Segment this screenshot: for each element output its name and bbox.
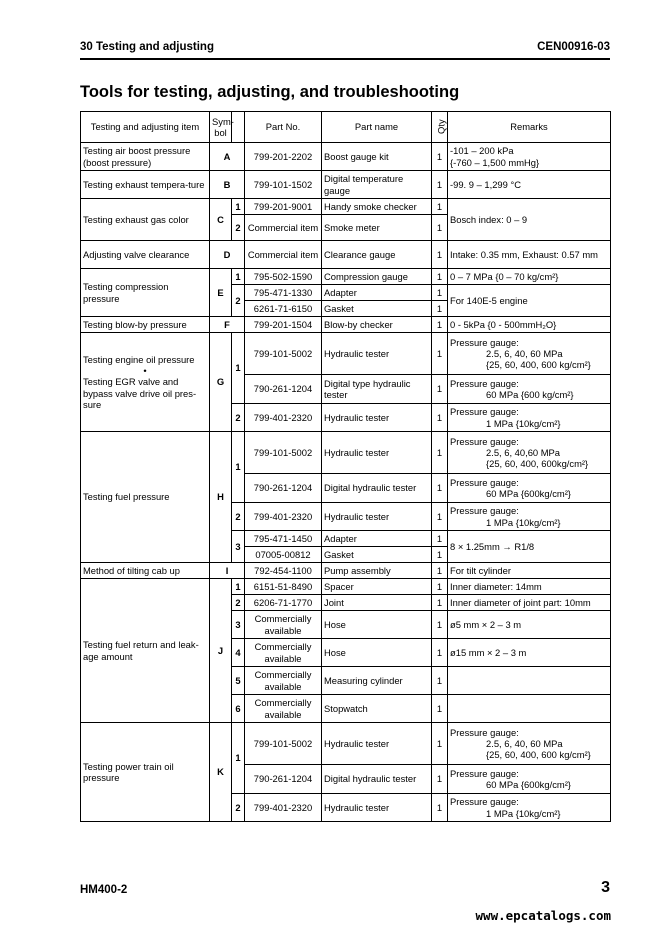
symbol-cell: E [210, 269, 232, 317]
part-name-cell: Pump assembly [322, 563, 432, 579]
sub-number-cell: 2 [232, 215, 245, 241]
table-row [81, 269, 611, 285]
part-name-cell: Compression gauge [322, 269, 432, 285]
item-cell: Method of tilting cab up [81, 563, 210, 579]
remarks-cell: Pressure gauge: 60 MPa {600 kg/cm²} [448, 375, 611, 404]
item-cell: Testing power train oil pressure [81, 723, 210, 822]
qty-cell: 1 [432, 563, 448, 579]
part-no-cell: 790-261-1204 [245, 474, 322, 503]
part-name-cell: Digital type hydraulic tester [322, 375, 432, 404]
remarks-cell: ø15 mm × 2 – 3 m [448, 639, 611, 667]
part-name-cell: Blow-by checker [322, 317, 432, 333]
col-header-qty: Qty [432, 112, 448, 143]
part-no-cell: 799-401-2320 [245, 404, 322, 432]
symbol-cell: D [210, 241, 245, 269]
qty-cell: 1 [432, 667, 448, 695]
part-name-cell: Hydraulic tester [322, 404, 432, 432]
col-header-part-no: Part No. [245, 112, 322, 143]
remarks-cell: Pressure gauge: 1 MPa {10kg/cm²} [448, 404, 611, 432]
part-no-cell: 799-401-2320 [245, 794, 322, 822]
part-name-cell: Joint [322, 595, 432, 611]
qty-cell: 1 [432, 241, 448, 269]
table-row [81, 563, 611, 579]
part-name-cell: Adapter [322, 531, 432, 547]
part-no-cell: 792-454-1100 [245, 563, 322, 579]
item-cell: Testing blow-by pressure [81, 317, 210, 333]
part-name-cell: Handy smoke checker [322, 199, 432, 215]
qty-cell: 1 [432, 794, 448, 822]
part-name-cell: Digital hydraulic tester [322, 474, 432, 503]
remarks-cell: Pressure gauge: 2.5, 6, 40, 60 MPa {25, 60, 400, 600 kg/cm²} [448, 723, 611, 765]
part-name-cell: Adapter [322, 285, 432, 301]
remarks-cell [448, 667, 611, 695]
part-name-cell: Gasket [322, 301, 432, 317]
part-no-cell: Commercial item [245, 215, 322, 241]
qty-cell: 1 [432, 723, 448, 765]
sub-number-cell: 2 [232, 285, 245, 317]
table-row [81, 723, 611, 765]
qty-cell: 1 [432, 595, 448, 611]
part-no-cell: Commercially available [245, 667, 322, 695]
header-rule [80, 58, 610, 60]
part-name-cell: Digital hydraulic tester [322, 765, 432, 794]
qty-cell: 1 [432, 404, 448, 432]
part-no-cell: 799-401-2320 [245, 503, 322, 531]
part-name-cell: Hydraulic tester [322, 723, 432, 765]
remarks-cell: ø5 mm × 2 – 3 m [448, 611, 611, 639]
part-name-cell: Hydraulic tester [322, 432, 432, 474]
sub-number-cell: 4 [232, 639, 245, 667]
part-name-cell: Stopwatch [322, 695, 432, 723]
sub-number-cell: 1 [232, 723, 245, 794]
symbol-cell: H [210, 432, 232, 563]
sub-number-cell: 1 [232, 269, 245, 285]
part-name-cell: Boost gauge kit [322, 143, 432, 171]
sub-number-cell: 1 [232, 199, 245, 215]
qty-cell: 1 [432, 215, 448, 241]
watermark-link[interactable]: www.epcatalogs.com [475, 908, 611, 923]
remarks-cell: Pressure gauge: 2.5, 6, 40, 60 MPa {25, 60, 400, 600 kg/cm²} [448, 333, 611, 375]
qty-cell: 1 [432, 317, 448, 333]
part-name-cell: Hydraulic tester [322, 503, 432, 531]
sub-number-cell: 1 [232, 579, 245, 595]
remarks-cell: 0 - 5kPa {0 - 500mmH₂O} [448, 317, 611, 333]
symbol-cell: C [210, 199, 232, 241]
remarks-cell: Pressure gauge: 1 MPa {10kg/cm²} [448, 503, 611, 531]
item-cell: Adjusting valve clearance [81, 241, 210, 269]
part-no-cell: 6151-51-8490 [245, 579, 322, 595]
part-no-cell: 799-101-5002 [245, 432, 322, 474]
item-cell: Testing exhaust gas color [81, 199, 210, 241]
qty-cell: 1 [432, 333, 448, 375]
col-header-item: Testing and adjusting item [81, 112, 210, 143]
remarks-cell: Intake: 0.35 mm, Exhaust: 0.57 mm [448, 241, 611, 269]
part-no-cell: Commercially available [245, 639, 322, 667]
item-cell: Testing engine oil pressure • Testing EGR valve and bypass valve drive oil pres-sure [81, 333, 210, 432]
qty-cell: 1 [432, 199, 448, 215]
sub-number-cell: 2 [232, 503, 245, 531]
sub-number-cell: 5 [232, 667, 245, 695]
part-no-cell: 790-261-1204 [245, 375, 322, 404]
remarks-cell: Pressure gauge: 2.5, 6, 40,60 MPa {25, 60, 400, 600kg/cm²} [448, 432, 611, 474]
sub-number-cell: 1 [232, 432, 245, 503]
qty-cell: 1 [432, 432, 448, 474]
part-name-cell: Smoke meter [322, 215, 432, 241]
symbol-cell: I [210, 563, 245, 579]
part-no-cell: 795-471-1450 [245, 531, 322, 547]
qty-cell: 1 [432, 531, 448, 547]
item-cell: Testing fuel return and leak-age amount [81, 579, 210, 723]
page-title: Tools for testing, adjusting, and troubleshooting [80, 83, 460, 101]
qty-cell: 1 [432, 474, 448, 503]
part-no-cell: 790-261-1204 [245, 765, 322, 794]
part-name-cell: Hose [322, 611, 432, 639]
qty-cell: 1 [432, 639, 448, 667]
sub-number-cell: 6 [232, 695, 245, 723]
remarks-cell: -101 – 200 kPa {-760 – 1,500 mmHg} [448, 143, 611, 171]
qty-cell: 1 [432, 171, 448, 199]
symbol-cell: J [210, 579, 232, 723]
remarks-cell: Inner diameter: 14mm [448, 579, 611, 595]
remarks-cell: For tilt cylinder [448, 563, 611, 579]
part-name-cell: Hydraulic tester [322, 333, 432, 375]
part-name-cell: Spacer [322, 579, 432, 595]
remarks-cell: -99. 9 – 1,299 °C [448, 171, 611, 199]
sub-number-cell: 2 [232, 404, 245, 432]
part-name-cell: Hose [322, 639, 432, 667]
table-header-row [81, 112, 611, 143]
sub-number-cell: 1 [232, 333, 245, 404]
qty-cell: 1 [432, 695, 448, 723]
symbol-cell: F [210, 317, 245, 333]
part-no-cell: 6206-71-1770 [245, 595, 322, 611]
symbol-cell: G [210, 333, 232, 432]
part-no-cell: 799-101-5002 [245, 333, 322, 375]
part-no-cell: 799-101-5002 [245, 723, 322, 765]
table-row [81, 333, 611, 375]
remarks-cell [448, 695, 611, 723]
item-cell: Testing compression pressure [81, 269, 210, 317]
part-name-cell: Digital temperature gauge [322, 171, 432, 199]
table-row [81, 241, 611, 269]
table-row [81, 171, 611, 199]
qty-cell: 1 [432, 375, 448, 404]
symbol-cell: K [210, 723, 232, 822]
part-no-cell: 795-502-1590 [245, 269, 322, 285]
qty-cell: 1 [432, 285, 448, 301]
qty-cell: 1 [432, 503, 448, 531]
qty-cell: 1 [432, 547, 448, 563]
tools-table [80, 111, 611, 822]
remarks-cell: 0 – 7 MPa {0 – 70 kg/cm²} [448, 269, 611, 285]
part-name-cell: Measuring cylinder [322, 667, 432, 695]
remarks-cell: Pressure gauge: 60 MPa {600kg/cm²} [448, 474, 611, 503]
model-number: HM400-2 [80, 884, 128, 896]
symbol-cell: A [210, 143, 245, 171]
remarks-cell: For 140E-5 engine [448, 285, 611, 317]
symbol-cell: B [210, 171, 245, 199]
table-row [81, 143, 611, 171]
table-row [81, 199, 611, 215]
remarks-cell: Inner diameter of joint part: 10mm [448, 595, 611, 611]
qty-cell: 1 [432, 765, 448, 794]
part-no-cell: 795-471-1330 [245, 285, 322, 301]
table-row [81, 432, 611, 474]
part-no-cell: Commercially available [245, 611, 322, 639]
part-no-cell: 6261-71-6150 [245, 301, 322, 317]
page-number: 3 [601, 879, 610, 896]
sub-number-cell: 2 [232, 794, 245, 822]
sub-number-cell: 3 [232, 531, 245, 563]
part-no-cell: Commercial item [245, 241, 322, 269]
part-no-cell: 799-201-1504 [245, 317, 322, 333]
remarks-cell: Pressure gauge: 60 MPa {600kg/cm²} [448, 765, 611, 794]
remarks-cell: Pressure gauge: 1 MPa {10kg/cm²} [448, 794, 611, 822]
qty-cell: 1 [432, 143, 448, 171]
col-header-symbol: Sym-bol [210, 112, 232, 143]
part-no-cell: 799-201-9001 [245, 199, 322, 215]
col-header-remarks: Remarks [448, 112, 611, 143]
table-row [81, 317, 611, 333]
part-no-cell: 799-101-1502 [245, 171, 322, 199]
sub-number-cell: 3 [232, 611, 245, 639]
part-name-cell: Gasket [322, 547, 432, 563]
table-row [81, 579, 611, 595]
section-header: 30 Testing and adjusting [80, 41, 214, 53]
remarks-cell: 8 × 1.25mm → R1/8 [448, 531, 611, 563]
sub-number-cell: 2 [232, 595, 245, 611]
qty-cell: 1 [432, 579, 448, 595]
qty-cell: 1 [432, 269, 448, 285]
item-cell: Testing air boost pressure (boost pressure) [81, 143, 210, 171]
part-no-cell: 799-201-2202 [245, 143, 322, 171]
part-name-cell: Hydraulic tester [322, 794, 432, 822]
item-cell: Testing fuel pressure [81, 432, 210, 563]
item-cell: Testing exhaust tempera-ture [81, 171, 210, 199]
col-header-part-name: Part name [322, 112, 432, 143]
document-code: CEN00916-03 [537, 41, 610, 53]
qty-cell: 1 [432, 611, 448, 639]
part-name-cell: Clearance gauge [322, 241, 432, 269]
part-no-cell: Commercially available [245, 695, 322, 723]
part-no-cell: 07005-00812 [245, 547, 322, 563]
qty-cell: 1 [432, 301, 448, 317]
remarks-cell: Bosch index: 0 – 9 [448, 199, 611, 241]
